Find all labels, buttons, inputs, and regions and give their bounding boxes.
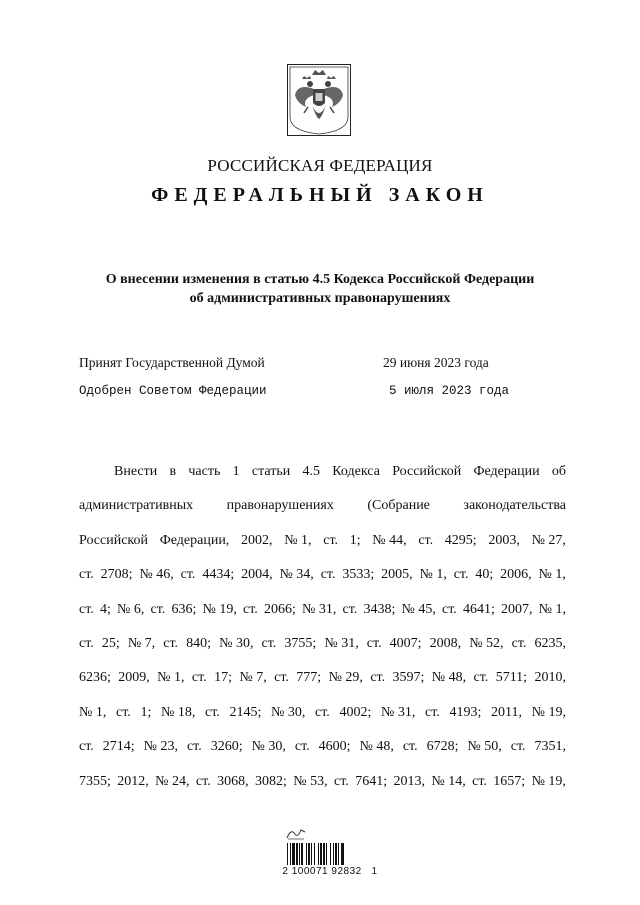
body-line: 6236; 2009, № 1, ст. 17; № 7, ст. 777; № 29, ст. 3597; № 48, ст. 5711; 2010, [79,670,566,686]
body-line: Внести в часть 1 статьи 4.5 Кодекса Российской Федерации об [114,464,566,479]
country-name: РОССИЙСКАЯ ФЕДЕРАЦИЯ [207,156,433,175]
duma-adoption-label: Принят Государственной Думой [79,355,265,370]
law-body-text [79,455,566,799]
law-type-heading: ФЕДЕРАЛЬНЫЙ ЗАКОН [151,184,489,206]
law-title [0,270,640,308]
body-line: ст. 4; № 6, ст. 636; № 19, ст. 2066; № 31, ст. 3438; № 45, ст. 4641; 2007, № 1, [79,601,566,617]
body-line: № 1, ст. 1; № 18, ст. 2145; № 30, ст. 4002; № 31, ст. 4193; 2011, № 19, [79,704,566,720]
body-line: ст. 25; № 7, ст. 840; № 30, ст. 3755; № 31, ст. 4007; 2008, № 52, ст. 6235, [79,635,566,651]
body-line: 7355; 2012, № 24, ст. 3068, 3082; № 53, ст. 7641; 2013, № 14, ст. 1657; № 19, [79,773,566,789]
body-line: ст. 2714; № 23, ст. 3260; № 30, ст. 4600; № 48, ст. 6728; № 50, ст. 7351, [79,739,566,755]
law-title-line-2: об административных правонарушениях [189,291,451,306]
body-line: Российской Федерации, 2002, № 1, ст. 1; № 44, ст. 4295; 2003, № 27, [79,532,566,548]
body-line: ст. 2708; № 46, ст. 4434; 2004, № 34, ст. 3533; 2005, № 1, ст. 40; 2006, № 1, [79,567,566,583]
council-approval-label: Одобрен Советом Федерации [79,384,267,398]
coat-of-arms-emblem [287,64,351,136]
signature-mark-icon [285,826,307,840]
barcode [287,843,361,865]
barcode-number: 2 100071 92832 1 [282,866,378,877]
duma-adoption-date: 29 июня 2023 года [383,355,489,370]
law-title-line-1: О внесении изменения в статью 4.5 Кодекса Российской Федерации [105,272,535,287]
russian-coat-of-arms-icon [288,65,350,135]
body-line: административных правонарушениях (Собрание законодательства [79,498,566,514]
council-approval-date: 5 июля 2023 года [389,384,510,398]
